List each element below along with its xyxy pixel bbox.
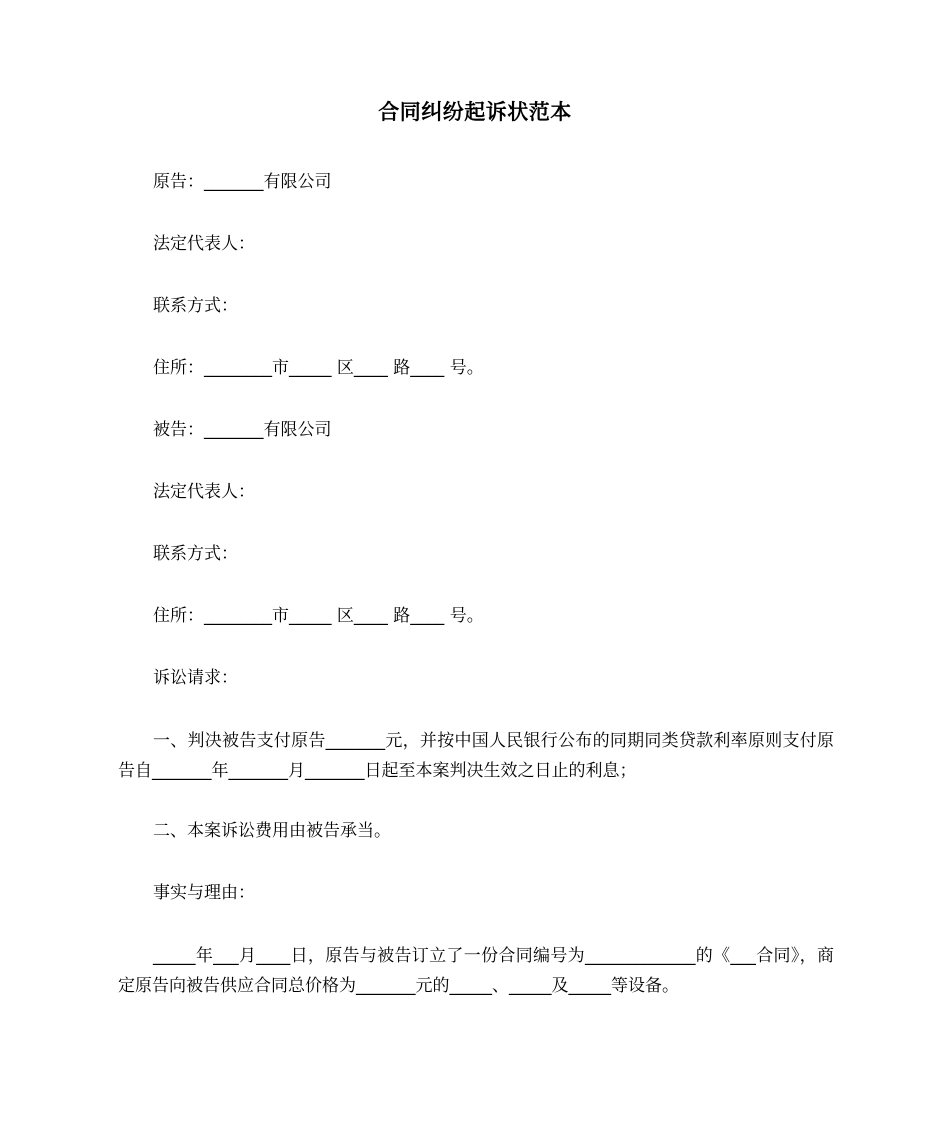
defendant-contact: 联系方式： [153, 544, 238, 564]
plaintiff-name: 原告：_______有限公司 [153, 172, 332, 192]
facts-paragraph: _____年___月____日，原告与被告订立了一份合同编号为_____________的《___合同》，商定原告向被告供应合同总价格为_______元的_____、_____及_____等设备。 [118, 946, 834, 996]
defendant-name: 被告：_______有限公司 [153, 420, 332, 440]
defendant-address: 住所：________市_____ 区____ 路____ 号。 [153, 606, 484, 626]
plaintiff-contact: 联系方式： [153, 296, 238, 316]
claim-1-paragraph: 一、判决被告支付原告_______元，并按中国人民银行公布的同期同类贷款利率原则支付原告自_______年_______月_______日起至本案判决生效之日止的利息； [118, 731, 834, 781]
claim-2-paragraph: 二、本案诉讼费用由被告承当。 [153, 821, 391, 841]
plaintiff-representative: 法定代表人： [153, 234, 255, 254]
claims-heading: 诉讼请求： [153, 668, 238, 688]
document-title: 合同纠纷起诉状范本 [378, 100, 572, 124]
facts-heading: 事实与理由： [153, 883, 255, 903]
defendant-representative: 法定代表人： [153, 482, 255, 502]
plaintiff-address: 住所：________市_____ 区____ 路____ 号。 [153, 358, 484, 378]
